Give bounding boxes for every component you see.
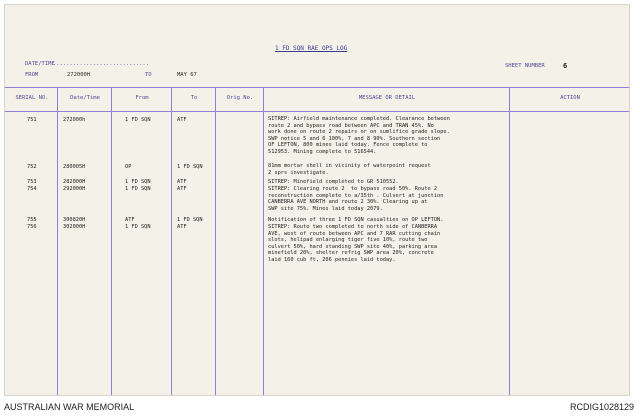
entry-datetime: 300820H	[63, 217, 86, 223]
entry-from: 1 FD SQN	[125, 117, 151, 123]
header-bottom-rule	[5, 111, 629, 112]
entry-datetime: 272000h	[63, 117, 86, 123]
from-value: 272000H	[67, 72, 91, 78]
entry-from: 1 FD SQN	[125, 186, 151, 192]
column-divider	[57, 87, 58, 395]
col-datetime-header: Date/Time	[70, 95, 100, 101]
entry-datetime: 280005H	[63, 164, 86, 170]
entry-to: ATF	[177, 117, 187, 123]
col-orig-header: Orig No.	[226, 95, 254, 101]
entry-datetime: 282000H	[63, 179, 86, 185]
log-sheet	[4, 4, 630, 396]
entry-from: ATF	[125, 217, 135, 223]
entry-serial: 754	[27, 186, 37, 192]
column-divider	[263, 87, 264, 395]
column-divider	[215, 87, 216, 395]
date-time-label: DATE/TIME	[25, 61, 55, 67]
sheet-number-label: SHEET NUMBER	[505, 63, 545, 69]
entry-serial: 752	[27, 164, 37, 170]
entry-serial: 753	[27, 179, 37, 185]
col-from-header: From	[135, 95, 149, 101]
log-title: 1 FD SQN RAE OPS LOG	[275, 45, 348, 52]
column-divider	[509, 87, 510, 395]
col-to-header: To	[190, 95, 198, 101]
entry-detail: SITREP: Clearing route 2 to bypass road 50%. Route 2 reconstruction complete to a/35th . Culvert at junction CANBERRA AVE NORTH and route 2 30%. Clearing up at SWP site 75%. Mines laid today 2079.	[268, 186, 444, 212]
header-top-rule	[5, 87, 629, 88]
footer-credit: AUSTRALIAN WAR MEMORIAL	[4, 402, 135, 412]
entry-detail: 81mm mortar shell in vicinity of waterpoint request 2 sprs investigate.	[268, 163, 431, 176]
entry-to: ATF	[177, 179, 187, 185]
entry-from: 1 FD SQN	[125, 179, 151, 185]
date-time-dots: .............................	[53, 61, 150, 67]
entry-to: 1 FD SQN	[177, 164, 203, 170]
col-message-header: MESSAGE OR DETAIL	[358, 95, 416, 101]
from-label: FROM	[25, 72, 39, 78]
sheet-number-value: 6	[563, 62, 568, 70]
entry-serial: 756	[27, 224, 37, 230]
column-divider	[111, 87, 112, 395]
to-label: TO	[145, 72, 152, 78]
entry-to: 1 FD SQN	[177, 217, 203, 223]
entry-serial: 755	[27, 217, 37, 223]
entry-datetime: 292000H	[63, 186, 86, 192]
entry-serial: 751	[27, 117, 37, 123]
entry-datetime: 302000H	[63, 224, 86, 230]
entry-detail: Notification of three 1 FD SQN casualties on OP LEFTON.	[268, 217, 444, 223]
entry-to: ATF	[177, 186, 187, 192]
entry-to: ATF	[177, 224, 187, 230]
col-serial-header: SERIAL NO.	[15, 95, 49, 101]
entry-detail: SITREP: Minefield completed to GR 510552.	[268, 179, 399, 185]
column-divider	[171, 87, 172, 395]
entry-detail: SITREP: Route two completed to north side of CANBERRA AVE, west of route between APC and 7 RAR cutting chain slots, helipad enlarging tiger five 10%, route two culvert 50%, hard standing SWP site 40%, parking area minefield 20%, shelter refrig SWP area 20%, concrete laid 160 cub ft, 206 pennies laid today.	[268, 224, 441, 263]
entry-detail: SITREP: Airfield maintenance completed. Clearance between route 2 and bypass road between APC and TRAN 45%. No work done on route 2 repairs or on sumlifice grade slope. SWP notice 5 and 6 100%, 7 and 8 90%. Southern section OF LEFTON, 800 mines laid today. Fence complete to 512953. Mining complete to 516544.	[268, 116, 450, 155]
to-value: MAY 67	[177, 72, 197, 78]
entry-from: OP	[125, 164, 132, 170]
entry-from: 1 FD SQN	[125, 224, 151, 230]
col-action-header: ACTION	[560, 95, 580, 101]
footer-record-id: RCDIG1028129	[569, 402, 634, 412]
